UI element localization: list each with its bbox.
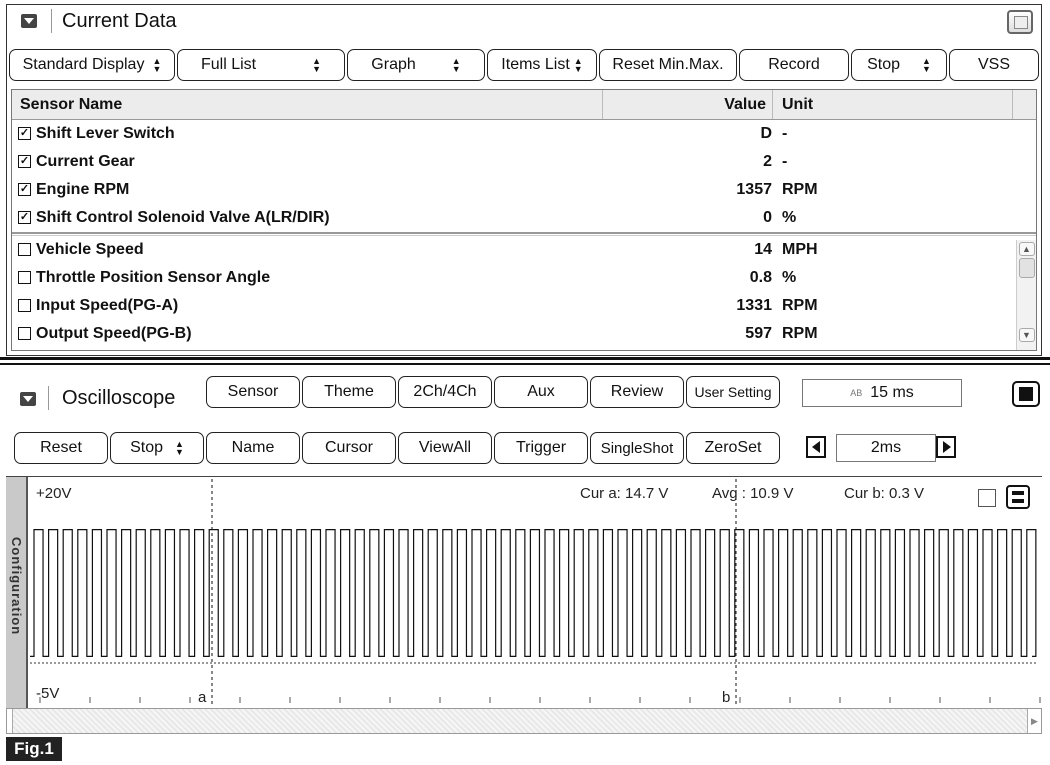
items-list-select[interactable]: Items List ▲ ▼ [487,49,597,81]
time-div-increase-icon[interactable] [936,436,956,458]
table-scrollbar[interactable] [1016,240,1036,350]
stop-record-icon[interactable] [1012,381,1040,407]
scroll-right-icon[interactable]: ▶ [1027,709,1041,733]
average-readout: Avg : 10.9 V [712,485,794,502]
sensor-unit: MPH [782,241,818,258]
spinner-icon: ▲ ▼ [922,56,931,74]
time-display [802,379,962,407]
sensor-name: Shift Lever Switch [36,125,175,142]
spinner-icon: ▲ ▼ [573,56,583,74]
current-data-titlebar [7,5,1041,37]
ab-icon: AB [850,388,863,398]
scope-display[interactable] [6,476,1042,708]
maximize-icon[interactable] [1007,10,1033,34]
sensor-unit: RPM [782,297,818,314]
checkbox-checked[interactable]: ✓ [19,155,30,167]
single-shot-button[interactable]: SingleShot [590,432,684,464]
unpinned-rows [12,236,1036,348]
full-list-select[interactable]: Full List ▲ ▼ [177,49,345,81]
table-row[interactable] [12,204,1036,232]
sensor-name: Shift Control Solenoid Valve A(LR/DIR) [36,209,330,226]
column-value[interactable]: Value [724,95,766,113]
title-divider [48,386,49,410]
table-row[interactable] [12,292,1036,320]
cursor-a-readout: Cur a: 14.7 V [580,485,669,502]
table-row[interactable] [12,264,1036,292]
scrollbar-thumb[interactable] [7,709,13,733]
checkbox-checked[interactable]: ✓ [19,183,30,195]
spinner-icon: ▲ ▼ [451,56,461,74]
view-all-button[interactable]: ViewAll [398,432,492,464]
current-data-toolbar [7,49,1041,83]
table-row[interactable] [12,120,1036,148]
sensor-name: Current Gear [36,153,135,170]
column-unit[interactable]: Unit [782,95,814,113]
time-div-display: 2ms [836,434,936,462]
sensor-value: 1331 [736,297,772,314]
checkbox-checked[interactable]: ✓ [19,127,30,139]
scroll-up-icon[interactable]: ▲ [1019,242,1035,256]
sensor-unit: - [782,125,788,142]
panel-title: Oscilloscope [62,387,176,409]
checkbox-unchecked[interactable] [18,327,31,340]
checkbox-unchecked[interactable] [18,299,31,312]
sensor-unit: % [782,269,797,286]
sensor-unit: RPM [782,325,818,342]
column-sensor-name[interactable]: Sensor Name [20,95,123,113]
user-setting-button[interactable]: User Setting [686,376,780,408]
checkbox-unchecked[interactable] [18,243,31,256]
layout-toggle-icon[interactable] [1006,485,1030,509]
stop-select[interactable]: Stop ▲ ▼ [851,49,947,81]
review-button[interactable]: Review [590,376,684,408]
sensor-name: Output Speed(PG-B) [36,325,192,342]
sensor-name: Throttle Position Sensor Angle [36,269,271,286]
pinned-rows [12,120,1036,232]
spinner-icon: ▲ ▼ [175,439,184,457]
reset-button[interactable]: Reset [14,432,108,464]
cursor-button[interactable]: Cursor [302,432,396,464]
channel-toggle-button[interactable]: 2Ch/4Ch [398,376,492,408]
panel-splitter[interactable] [0,357,1050,365]
reset-min-max-button[interactable]: Reset Min.Max. [599,49,737,81]
sensor-value: D [760,125,772,142]
sensor-unit: RPM [782,181,818,198]
stop-select[interactable]: Stop ▲ ▼ [110,432,204,464]
sensor-value: 597 [745,325,772,342]
sensor-value: 14 [754,241,772,258]
cursor-b-label: b [722,689,731,706]
panel-title: Current Data [62,9,177,32]
cursor-b-readout: Cur b: 0.3 V [844,485,925,502]
cursor-a-label: a [198,689,207,706]
spinner-icon: ▲ ▼ [152,56,162,74]
standard-display-select[interactable]: Standard Display ▲ ▼ [9,49,175,81]
aux-button[interactable]: Aux [494,376,588,408]
current-data-panel [6,4,1042,356]
display-option-checkbox[interactable] [978,489,996,507]
sensor-value: 1357 [736,181,772,198]
theme-button[interactable]: Theme [302,376,396,408]
sensor-name: Engine RPM [36,181,130,198]
trigger-button[interactable]: Trigger [494,432,588,464]
vss-button[interactable]: VSS [949,49,1039,81]
name-button[interactable]: Name [206,432,300,464]
checkbox-unchecked[interactable] [18,271,31,284]
zero-set-button[interactable]: ZeroSet [686,432,780,464]
sensor-button[interactable]: Sensor [206,376,300,408]
sensor-unit: - [782,153,788,170]
collapse-icon[interactable] [20,392,36,406]
configuration-tab[interactable]: Configuration [6,477,28,709]
sensor-value: 0 [763,209,772,226]
collapse-icon[interactable] [21,14,37,28]
time-div-decrease-icon[interactable] [806,436,826,458]
scroll-down-icon[interactable]: ▼ [1019,328,1035,342]
waveform-trace [30,530,1036,657]
time-display-value: 15 ms [870,384,914,401]
table-row[interactable] [12,236,1036,264]
sensor-name: Vehicle Speed [36,241,144,258]
figure-label: Fig.1 [6,737,62,761]
table-row[interactable] [12,320,1036,348]
scale-bottom-label: -5V [36,685,60,702]
sensor-table-header [12,90,1036,120]
oscilloscope-titlebar [6,370,1042,422]
scale-top-label: +20V [36,485,72,502]
waveform-plot [6,477,1042,709]
sensor-table [11,89,1037,351]
sensor-value: 2 [763,153,772,170]
table-row[interactable] [12,176,1036,204]
sensor-name: Input Speed(PG-A) [36,297,179,314]
graph-select[interactable]: Graph ▲ ▼ [347,49,485,81]
oscilloscope-panel [6,370,1042,734]
sensor-unit: % [782,209,797,226]
scope-horizontal-scrollbar[interactable] [6,708,1042,734]
title-divider [51,9,52,33]
table-row[interactable] [12,148,1036,176]
spinner-icon: ▲ ▼ [312,56,322,74]
sensor-value: 0.8 [749,269,772,286]
checkbox-checked[interactable]: ✓ [19,211,30,223]
record-button[interactable]: Record [739,49,849,81]
scrollbar-thumb[interactable] [1019,258,1035,278]
